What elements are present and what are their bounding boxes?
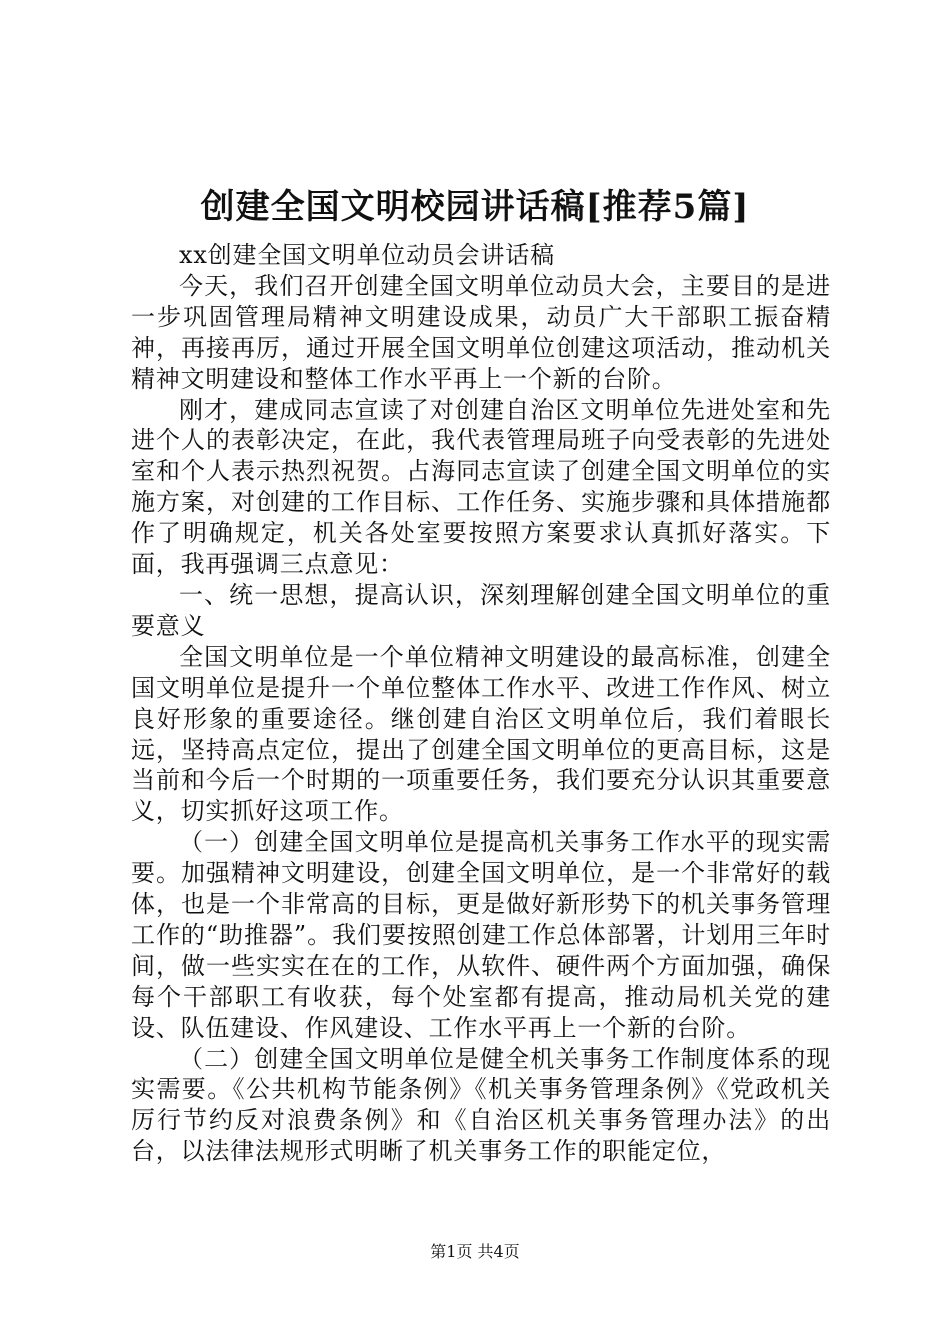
- body-paragraph: 今天，我们召开创建全国文明单位动员大会，主要目的是进一步巩固管理局精神文明建设成果，动员广大干部职工振奋精神，再接再厉，通过开展全国文明单位创建这项活动，推动机关精神文明建设和整体工作水平再上一个新的台阶。: [131, 271, 831, 393]
- document-body: [131, 240, 831, 1167]
- section-heading: 一、统一思想，提高认识，深刻理解创建全国文明单位的重要意义: [131, 580, 831, 640]
- body-paragraph: （一）创建全国文明单位是提高机关事务工作水平的现实需要。加强精神文明建设，创建全国文明单位，是一个非常好的载体，也是一个非常高的目标，更是做好新形势下的机关事务管理工作的“助推器”。我们要按照创建工作总体部署，计划用三年时间，做一些实实在在的工作，从软件、硬件两个方面加强，确保每个干部职工有收获，每个处室都有提高，推动局机关党的建设、队伍建设、作风建设、工作水平再上一个新的台阶。: [131, 828, 831, 1042]
- page-title: 创建全国文明校园讲话稿[推荐5篇]: [200, 187, 750, 227]
- body-paragraph: 全国文明单位是一个单位精神文明建设的最高标准，创建全国文明单位是提升一个单位整体工作水平、改进工作作风、树立良好形象的重要途径。继创建自治区文明单位后，我们着眼长远，坚持高点定位，提出了创建全国文明单位的更高目标，这是当前和今后一个时期的一项重要任务，我们要充分认识其重要意义，切实抓好这项工作。: [131, 642, 831, 826]
- body-paragraph: （二）创建全国文明单位是健全机关事务工作制度体系的现实需要。《公共机构节能条例》《机关事务管理条例》《党政机关厉行节约反对浪费条例》和《自治区机关事务管理办法》的出台，以法律法规形式明晰了机关事务工作的职能定位，: [131, 1044, 831, 1166]
- subtitle-paragraph: xx创建全国文明单位动员会讲话稿: [179, 241, 555, 269]
- body-paragraph: 刚才，建成同志宣读了对创建自治区文明单位先进处室和先进个人的表彰决定，在此，我代表管理局班子向受表彰的先进处室和个人表示热烈祝贺。占海同志宣读了创建全国文明单位的实施方案，对创建的工作目标、工作任务、实施步骤和具体措施都作了明确规定，机关各处室要按照方案要求认真抓好落实。下面，我再强调三点意见：: [131, 395, 831, 579]
- page-number: 第1页 共4页: [430, 1242, 520, 1261]
